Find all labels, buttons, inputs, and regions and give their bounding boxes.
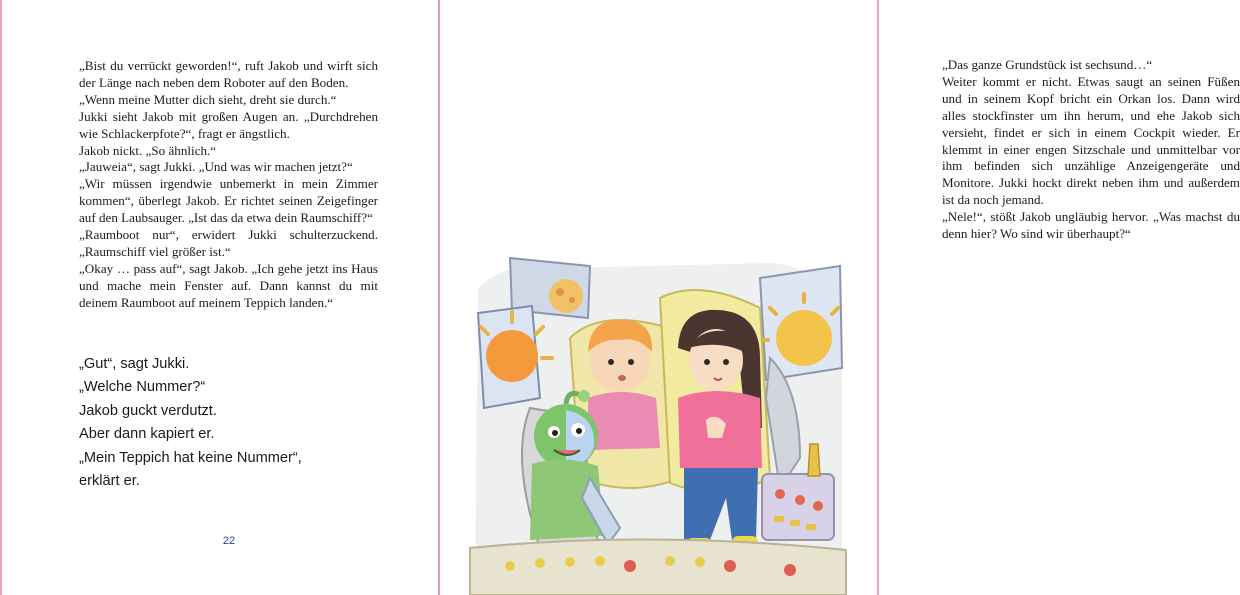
paragraph: „Okay … pass auf“, sagt Jakob. „Ich gehe jetzt ins Haus und mache mein Fenster auf. Dann kannst du mit deinem Raumboot auf meinem Teppich landen.“ [79,260,378,310]
paragraph: „Wenn meine Mutter dich sieht, dreht sie durch.“ [79,91,337,107]
paragraph: Weiter kommt er nicht. Etwas saugt an seinen Füßen und in seinem Kopf bricht ein Orkan los. Dann wird alles stockfinster um ihn herum, und ehe Jakob sich versieht, findet er sich in einem Cockpit wieder. Er klemmt in einer engen Sitzschale und unmittelbar vor ihm befinden sich unzählige Anzeigengeräte und Monitore. Jukki hockt direkt neben ihm und außerdem ist da noch jemand. [942,73,1240,208]
left-page [0,0,439,595]
paragraph: „Bist du verrückt geworden!“, ruft Jakob und wirft sich der Länge nach neben dem Roboter auf den Boden. [79,58,378,90]
easy-read-line: „Welche Nummer?“ [79,379,206,396]
paragraph: Jukki sieht Jakob mit großen Augen an. „Durchdrehen wie Schlackerpfote?“, fragt er ängstlich. [79,108,378,141]
book-gutter [438,0,440,595]
paragraph: „Jauweia“, sagt Jukki. „Und was wir machen jetzt?“ [79,159,353,175]
cockpit-illustration [470,248,846,595]
right-page-body-text [942,57,1240,243]
page-edge-left [0,0,2,595]
page-number: 22 [222,535,236,547]
paragraph: „Wir müssen irgendwie unbemerkt in mein Zimmer kommen“, überlegt Jakob. Er richtet seinen Zeigefinger auf den Laubsauger. „Ist das da etwa dein Raumschiff?“ [79,176,378,226]
easy-read-line: „Gut“, sagt Jukki. [79,356,190,372]
easy-read-line: „Mein Teppich hat keine Nummer“, [79,449,302,466]
easy-read-text-block [79,353,379,493]
paragraph: „Das ganze Grundstück ist sechsund…“ [942,57,1153,72]
paragraph: „Nele!“, stößt Jakob ungläubig hervor. „Was machst du denn hier? Wo sind wir überhaupt?“ [942,209,1240,242]
left-page-body-text [79,58,378,312]
easy-read-line: erklärt er. [79,473,140,490]
paragraph: „Raumboot nur“, erwidert Jukki schulterzuckend. „Raumschiff viel größer ist.“ [79,227,378,259]
easy-read-line: Aber dann kapiert er. [79,426,215,443]
easy-read-line: Jakob guckt verdutzt. [79,402,217,419]
paragraph: Jakob nickt. „So ähnlich.“ [79,142,217,158]
page-edge-right [877,0,879,595]
